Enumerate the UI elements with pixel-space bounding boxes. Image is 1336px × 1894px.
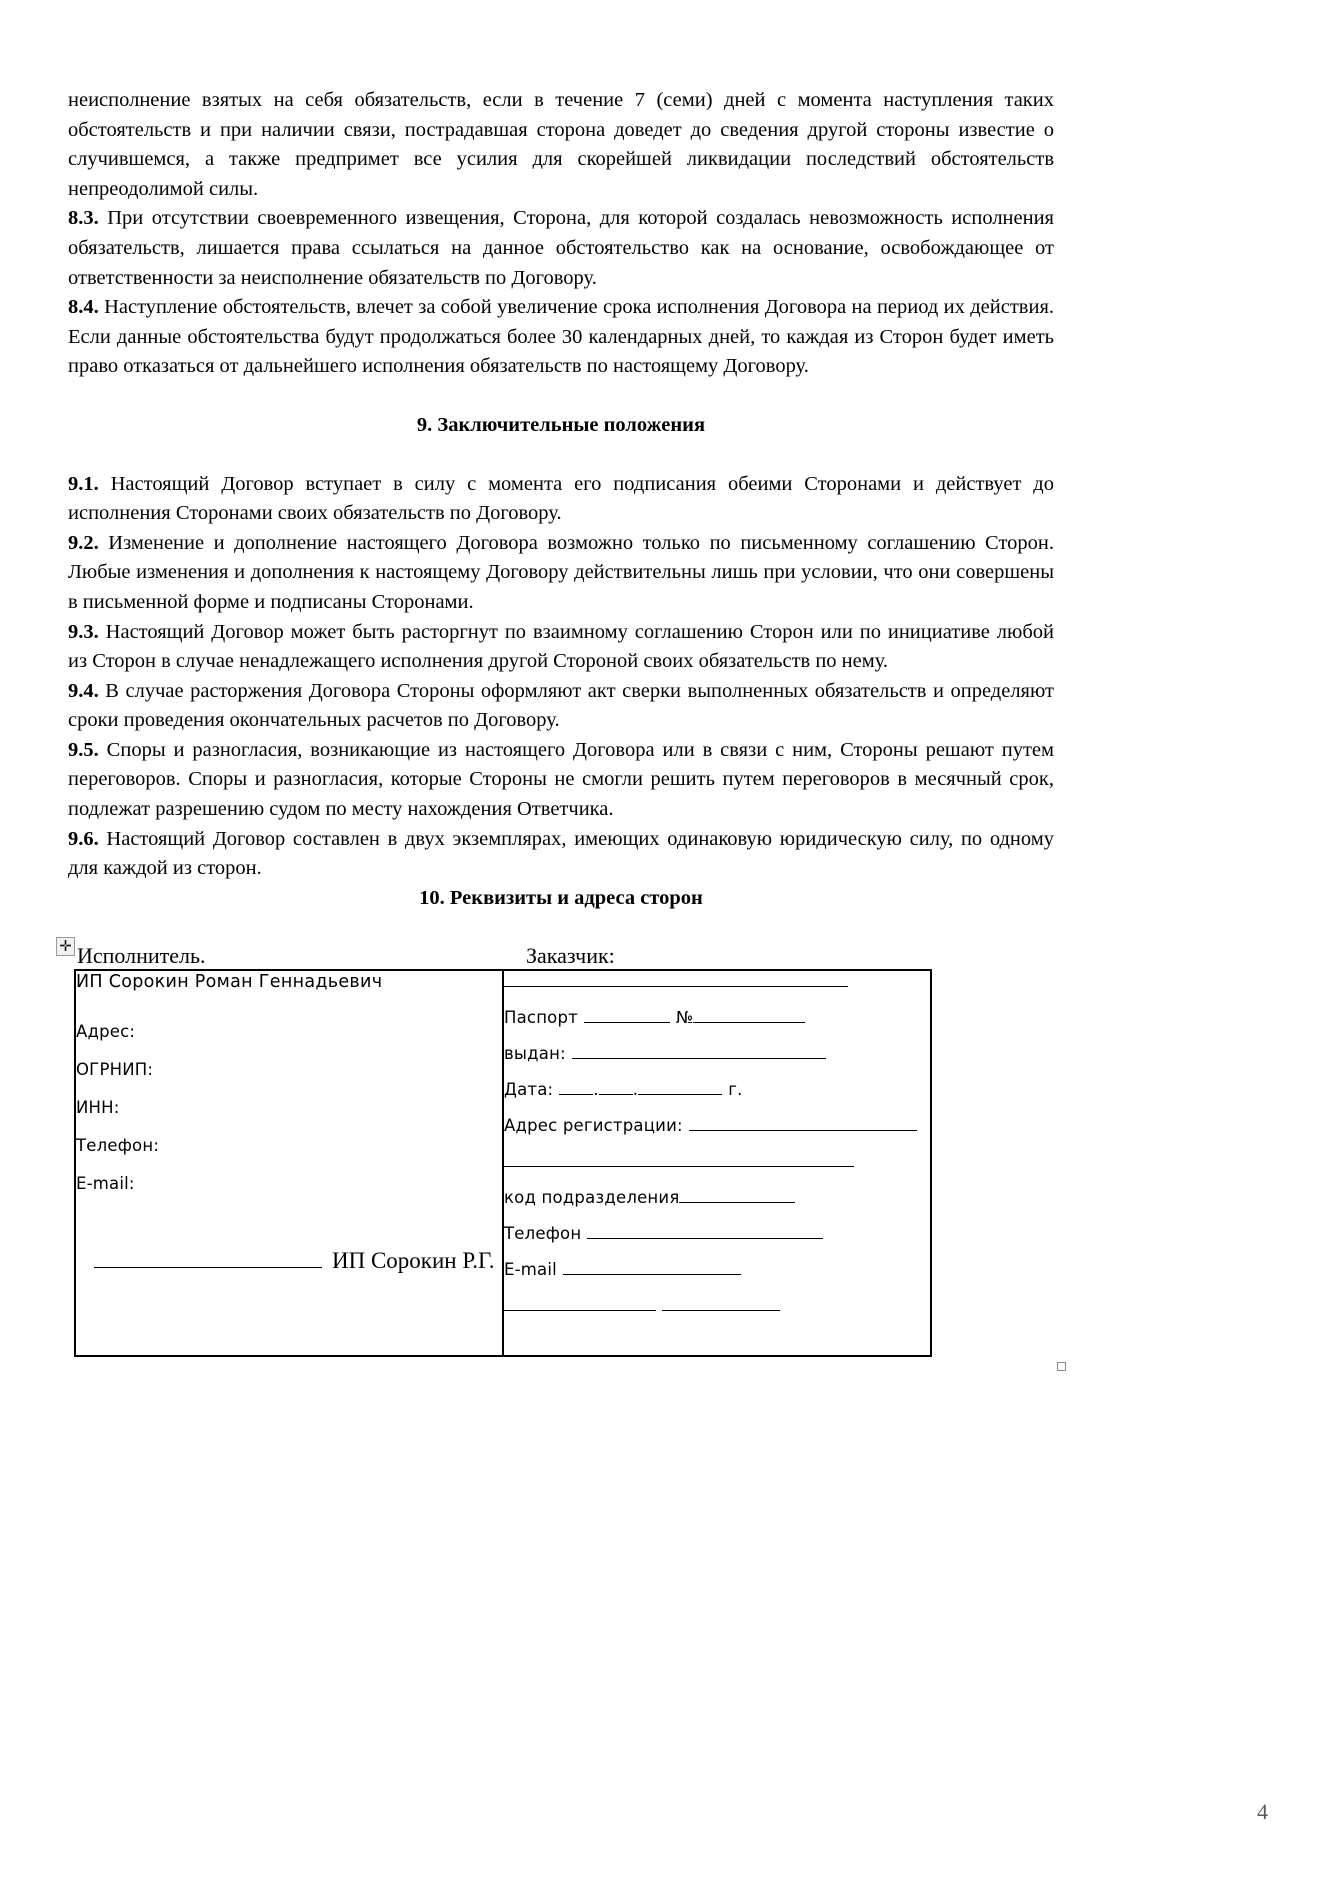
blank-rule[interactable] [705, 1224, 823, 1239]
blank-rule[interactable] [504, 1296, 656, 1311]
paragraph-text: Изменение и дополнение настоящего Договора возможно только по письменному соглашению Сторон. Любые изменения и дополнения к настоящему Договору действительны лишь при условии, что они совершены в письменной форме и подписаны Сторонами. [68, 531, 1054, 613]
paragraph-text: При отсутствии своевременного извещения, Сторона, для которой создалась невозможность исполнения обязательств, лишается права ссылаться на данное обстоятельство как на основание, освобождающее от ответственности за неисполнение обязательств по Договору. [68, 207, 1054, 289]
paragraph-9-5 [68, 736, 1054, 825]
customer-issued-row [504, 1043, 930, 1065]
blank-rule[interactable] [679, 1188, 795, 1203]
executor-cell [75, 970, 503, 1356]
blank-rule[interactable] [504, 1152, 618, 1167]
paragraph-number: 9.3. [68, 620, 99, 643]
executor-field-ogrnip: ОГРНИП: [76, 1060, 154, 1080]
executor-field-address: Адрес: [76, 1022, 136, 1042]
customer-date-row: Дата: . . г. [504, 1080, 743, 1100]
requisites-table [74, 969, 932, 1357]
customer-registration-address-row [504, 1115, 930, 1137]
executor-signature-name: ИП Сорокин Р.Г. [332, 1248, 495, 1274]
paragraph-8-4 [68, 293, 1054, 382]
paragraph-text: Настоящий Договор может быть расторгнут по взаимному соглашению Сторон или по инициативе любой из Сторон в случае ненадлежащего исполнения другой Стороной своих обязательств по нему. [68, 620, 1054, 673]
blank-rule[interactable] [801, 1116, 917, 1131]
requisites-header-row [59, 937, 1054, 969]
blank-rule[interactable] [662, 1296, 780, 1311]
paragraph-number: 8.3. [68, 207, 99, 230]
customer-address-continuation-row [504, 1151, 930, 1173]
blank-rule[interactable] [563, 1260, 667, 1275]
date-suffix: г. [728, 1080, 743, 1100]
spacer [68, 382, 1054, 411]
subdivision-code-label: код подразделения [504, 1188, 680, 1208]
paragraph-number: 9.1. [68, 472, 99, 495]
paragraph-9-3 [68, 618, 1054, 677]
blank-rule[interactable] [559, 1080, 593, 1095]
paragraph-number: 9.2. [68, 531, 99, 554]
paragraph-text: Споры и разногласия, возникающие из настоящего Договора или в связи с ним, Стороны решают путем переговоров. Споры и разногласия, которые Стороны не смогли решить путем переговоров в месячный срок, подлежат разрешению судом по месту нахождения Ответчика. [68, 738, 1054, 821]
paragraph-number: 8.4. [68, 296, 99, 319]
number-symbol: № [675, 1008, 694, 1028]
paragraph-9-1 [68, 470, 1054, 529]
customer-phone-row [504, 1223, 930, 1245]
executor-field-phone: Телефон: [76, 1136, 160, 1156]
section-heading-10: 10. Реквизиты и адреса сторон [419, 886, 703, 909]
executor-header-label: Исполнитель. [77, 943, 206, 969]
spacer [68, 441, 1054, 470]
executor-signature-row [94, 1249, 494, 1273]
paragraph-text: неисполнение взятых на себя обязательств, если в течение 7 (семи) дней с момента наступления таких обстоятельств и при наличии связи, пострадавшая сторона доведет до сведения другой стороны известие о случившемся, а также предпримет все усилия для скорейшей ликвидации последствий обстоятельств непреодолимой силы. [68, 89, 1054, 200]
registration-address-label: Адрес регистрации: [504, 1116, 683, 1136]
blank-rule[interactable] [587, 1224, 705, 1239]
table-row [75, 970, 931, 1356]
blank-rule[interactable] [689, 1116, 801, 1131]
paragraph-number: 9.4. [68, 679, 99, 702]
blank-rule[interactable] [592, 972, 744, 987]
customer-name-rules [504, 971, 930, 993]
paragraph-9-6 [68, 825, 1054, 884]
paragraph-8-3 [68, 204, 1054, 293]
blank-rule[interactable] [667, 1260, 741, 1275]
section-heading-9: 9. Заключительные положения [416, 413, 706, 436]
customer-extra-rules-row [504, 1295, 930, 1317]
paragraph-text: Настоящий Договор составлен в двух экземплярах, имеющих одинаковую юридическую силу, по одному для каждой из сторон. [68, 827, 1054, 880]
customer-passport-row [504, 1007, 930, 1029]
paragraph-9-2 [68, 529, 1054, 618]
paragraph-number: 9.5. [68, 738, 99, 761]
customer-header-label: Заказчик: [526, 943, 615, 969]
requisites-table-wrapper [68, 969, 1054, 1357]
paragraph-text: В случае расторжения Договора Стороны оформляют акт сверки выполненных обязательств и определяют сроки проведения окончательных расчетов по Договору. [68, 679, 1054, 732]
paragraph-text: Настоящий Договор вступает в силу с момента его подписания обеими Сторонами и действует до исполнения Сторонами своих обязательств по Договору. [68, 472, 1054, 525]
executor-field-inn: ИНН: [76, 1098, 120, 1118]
phone-label: Телефон [504, 1224, 582, 1244]
table-move-handle-icon[interactable]: ✛ [56, 937, 75, 956]
customer-cell [503, 970, 931, 1356]
blank-rule[interactable] [618, 1152, 770, 1167]
blank-rule[interactable] [504, 972, 592, 987]
blank-rule[interactable] [744, 972, 848, 987]
date-label: Дата: [504, 1080, 554, 1100]
blank-rule[interactable] [693, 1008, 805, 1023]
blank-rule[interactable] [572, 1044, 826, 1059]
paragraph-9-4 [68, 677, 1054, 736]
executor-name: ИП Сорокин Роман Геннадьевич [76, 972, 383, 993]
blank-rule[interactable] [584, 1008, 670, 1023]
paragraph-text: Наступление обстоятельств, влечет за собой увеличение срока исполнения Договора на период их действия. Если данные обстоятельства будут продолжаться более 30 календарных дней, то каждая из Сторон будет иметь право отказаться от дальнейшего исполнения обязательств по настоящему Договору. [68, 296, 1054, 378]
paragraph-8-2-continuation [68, 86, 1054, 204]
document-body [59, 86, 1054, 1357]
email-label: E-mail [504, 1260, 557, 1280]
executor-field-email: E-mail: [76, 1174, 135, 1194]
table-resize-handle[interactable] [1057, 1362, 1066, 1371]
blank-rule[interactable] [599, 1080, 633, 1095]
signature-line [94, 1266, 322, 1268]
passport-label: Паспорт [504, 1008, 578, 1028]
page-number: 4 [1257, 1799, 1268, 1824]
customer-subdivision-code-row [504, 1187, 930, 1209]
paragraph-number: 9.6. [68, 827, 99, 850]
blank-rule[interactable] [638, 1080, 722, 1095]
blank-rule[interactable] [770, 1152, 854, 1167]
customer-email-row [504, 1259, 930, 1281]
issued-label: выдан: [504, 1044, 566, 1064]
